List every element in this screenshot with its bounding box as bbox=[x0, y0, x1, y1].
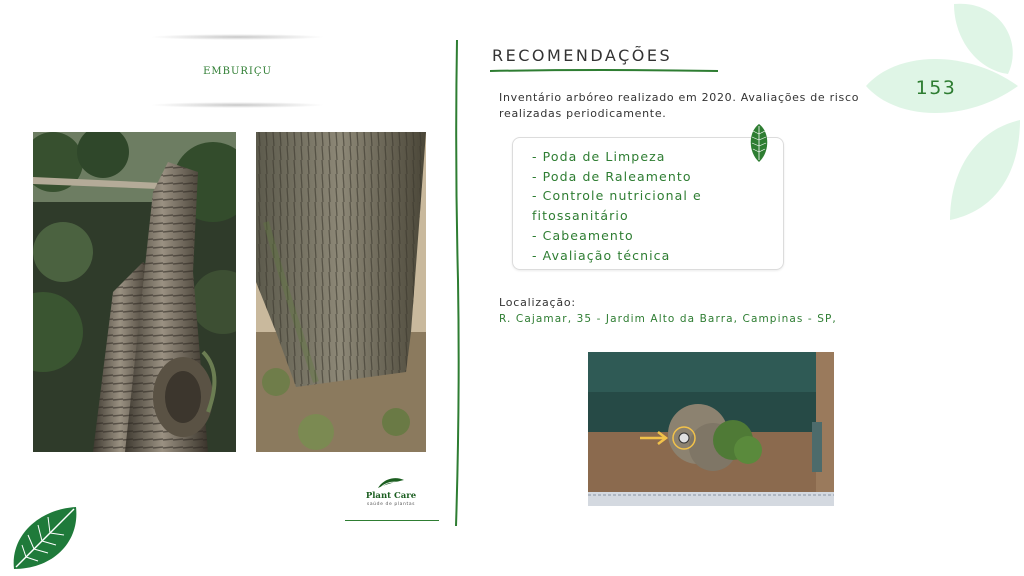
species-name: EMBURIÇU bbox=[203, 66, 272, 77]
recommendations-box bbox=[512, 137, 784, 270]
card-shadow-top bbox=[150, 34, 325, 40]
tree-photo-base bbox=[256, 132, 426, 452]
recommendation-item: - Controle nutricional e fitossanitário bbox=[532, 188, 702, 224]
logo-leaf-icon bbox=[376, 476, 406, 490]
plant-care-logo bbox=[358, 476, 424, 510]
page-number: 153 bbox=[915, 77, 957, 99]
recommendation-item: - Poda de Raleamento bbox=[532, 168, 692, 184]
vertical-divider bbox=[454, 40, 460, 526]
species-title-card bbox=[150, 34, 325, 108]
section-heading: RECOMENDAÇÕES bbox=[492, 46, 673, 65]
location-address: R. Cajamar, 35 - Jardim Alto da Barra, Campinas - SP, bbox=[499, 313, 837, 325]
tree-photo-trunks bbox=[33, 132, 236, 452]
banana-leaf-icon bbox=[10, 505, 80, 573]
location-label: Localização: bbox=[499, 296, 576, 309]
logo-tagline: saúde de plantas bbox=[366, 502, 416, 507]
recommendation-item: - Poda de Limpeza bbox=[532, 149, 666, 164]
card-shadow-bottom bbox=[150, 102, 325, 108]
intro-text: Inventário arbóreo realizado em 2020. Avaliações de risco realizadas periodicamente. bbox=[499, 91, 860, 120]
recommendations-list bbox=[532, 147, 777, 265]
logo-name: Plant Care bbox=[365, 491, 417, 501]
logo-underline bbox=[345, 519, 439, 522]
recommendation-item: - Avaliação técnica bbox=[532, 247, 671, 263]
heading-underline bbox=[490, 68, 718, 74]
leaf-icon bbox=[748, 124, 770, 162]
page-badge bbox=[908, 67, 964, 115]
recommendation-item: - Cabeamento bbox=[532, 227, 634, 243]
aerial-map-image bbox=[588, 352, 834, 506]
